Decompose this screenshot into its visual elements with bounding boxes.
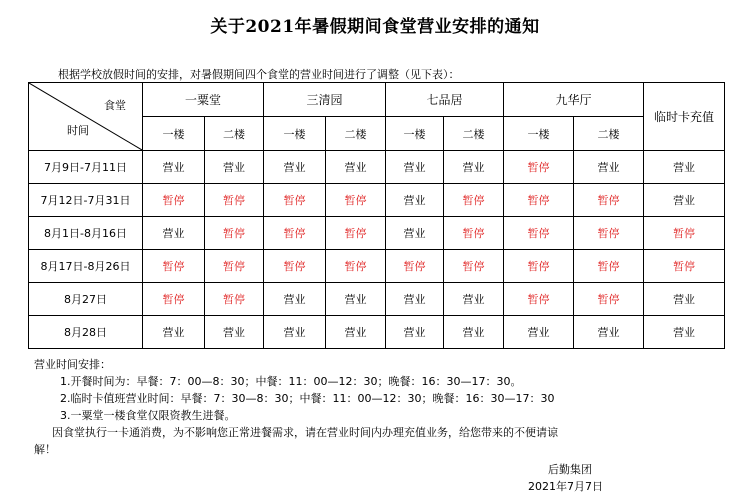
- page-title: 关于2021年暑假期间食堂营业安排的通知: [210, 17, 540, 37]
- status-cell: 暂停: [504, 184, 574, 217]
- status-cell: 营业: [264, 283, 326, 316]
- table-row: [29, 316, 725, 349]
- row-date: 7月9日-7月11日: [29, 151, 143, 184]
- floor-header: 一楼: [264, 117, 326, 151]
- status-cell: 暂停: [504, 283, 574, 316]
- floor-header: 二楼: [205, 117, 264, 151]
- status-cell: 营业: [264, 316, 326, 349]
- floor-header: 二楼: [326, 117, 386, 151]
- row-date: 8月27日: [29, 283, 143, 316]
- corner-row-label: 时间: [67, 124, 89, 137]
- status-cell: 营业: [574, 316, 644, 349]
- status-cell: 暂停: [574, 283, 644, 316]
- status-cell: 营业: [205, 151, 264, 184]
- status-cell: 营业: [326, 316, 386, 349]
- floor-header: 二楼: [574, 117, 644, 151]
- notes-section: [34, 356, 714, 458]
- signature: 后勤集团: [548, 463, 592, 476]
- status-cell: 暂停: [143, 250, 205, 283]
- status-cell: 暂停: [205, 283, 264, 316]
- status-cell: 暂停: [504, 217, 574, 250]
- status-cell: 暂停: [264, 184, 326, 217]
- status-cell: 营业: [386, 217, 444, 250]
- table-row: [29, 151, 725, 184]
- hall-header: 一粟堂: [143, 83, 264, 117]
- status-cell: 营业: [326, 151, 386, 184]
- note-line: 解！: [34, 443, 56, 456]
- status-cell: 营业: [444, 151, 504, 184]
- status-cell: 营业: [574, 151, 644, 184]
- floor-header: 一楼: [386, 117, 444, 151]
- status-cell: 暂停: [205, 217, 264, 250]
- status-cell: 暂停: [444, 250, 504, 283]
- status-cell: 暂停: [264, 250, 326, 283]
- note-line: 2.临时卡值班营业时间：早餐：7：30—8：30；中餐：11：00—12：30；晚餐：16：30—17：30: [60, 392, 555, 405]
- status-cell: 营业: [143, 316, 205, 349]
- status-cell: 营业: [205, 316, 264, 349]
- note-line: 因食堂执行一卡通消费，为不影响您正常进餐需求，请在营业时间内办理充值业务，给您带来的不便请谅: [52, 426, 558, 439]
- status-cell: 暂停: [205, 184, 264, 217]
- status-cell: 营业: [386, 316, 444, 349]
- corner-col-label: 食堂: [104, 99, 126, 112]
- notes-heading: 营业时间安排：: [34, 358, 111, 371]
- row-date: 7月12日-7月31日: [29, 184, 143, 217]
- hall-header: 七品居: [386, 83, 504, 117]
- status-cell: 暂停: [326, 184, 386, 217]
- floor-header: 一楼: [504, 117, 574, 151]
- floor-header: 二楼: [444, 117, 504, 151]
- status-cell: 暂停: [644, 217, 725, 250]
- status-cell: 暂停: [574, 250, 644, 283]
- intro-text: 根据学校放假时间的安排，对暑假期间四个食堂的营业时间进行了调整（见下表）：: [58, 68, 460, 81]
- status-cell: 营业: [143, 217, 205, 250]
- status-cell: 营业: [326, 283, 386, 316]
- status-cell: 暂停: [386, 250, 444, 283]
- status-cell: 暂停: [504, 151, 574, 184]
- status-cell: 营业: [644, 283, 725, 316]
- table-row: [29, 184, 725, 217]
- row-date: 8月1日-8月16日: [29, 217, 143, 250]
- status-cell: 营业: [444, 283, 504, 316]
- status-cell: 营业: [504, 316, 574, 349]
- note-line: 3.一粟堂一楼食堂仅限资教生进餐。: [60, 409, 236, 422]
- status-cell: 营业: [644, 184, 725, 217]
- status-cell: 暂停: [574, 184, 644, 217]
- status-cell: 营业: [143, 151, 205, 184]
- table-row: [29, 250, 725, 283]
- corner-header: [29, 83, 143, 151]
- hall-header: 九华厅: [504, 83, 644, 117]
- status-cell: 暂停: [644, 250, 725, 283]
- floor-header: 一楼: [143, 117, 205, 151]
- note-line: 1.开餐时间为：早餐：7：00—8：30；中餐：11：00—12：30；晚餐：16：30—17：30。: [60, 375, 522, 388]
- status-cell: 暂停: [143, 283, 205, 316]
- row-date: 8月28日: [29, 316, 143, 349]
- status-cell: 暂停: [574, 217, 644, 250]
- sign-date: 2021年7月7日: [528, 480, 603, 493]
- table-row: [29, 217, 725, 250]
- status-cell: 营业: [386, 184, 444, 217]
- row-date: 8月17日-8月26日: [29, 250, 143, 283]
- hall-header: 三清园: [264, 83, 386, 117]
- schedule-table: [28, 82, 725, 349]
- status-cell: 暂停: [504, 250, 574, 283]
- status-cell: 暂停: [444, 184, 504, 217]
- card-header: 临时卡充值: [644, 83, 725, 151]
- status-cell: 暂停: [143, 184, 205, 217]
- status-cell: 营业: [264, 151, 326, 184]
- status-cell: 暂停: [444, 217, 504, 250]
- status-cell: 营业: [444, 316, 504, 349]
- status-cell: 暂停: [264, 217, 326, 250]
- status-cell: 营业: [386, 283, 444, 316]
- status-cell: 营业: [644, 151, 725, 184]
- status-cell: 暂停: [326, 217, 386, 250]
- status-cell: 暂停: [326, 250, 386, 283]
- status-cell: 暂停: [205, 250, 264, 283]
- status-cell: 营业: [644, 316, 725, 349]
- status-cell: 营业: [386, 151, 444, 184]
- table-row: [29, 283, 725, 316]
